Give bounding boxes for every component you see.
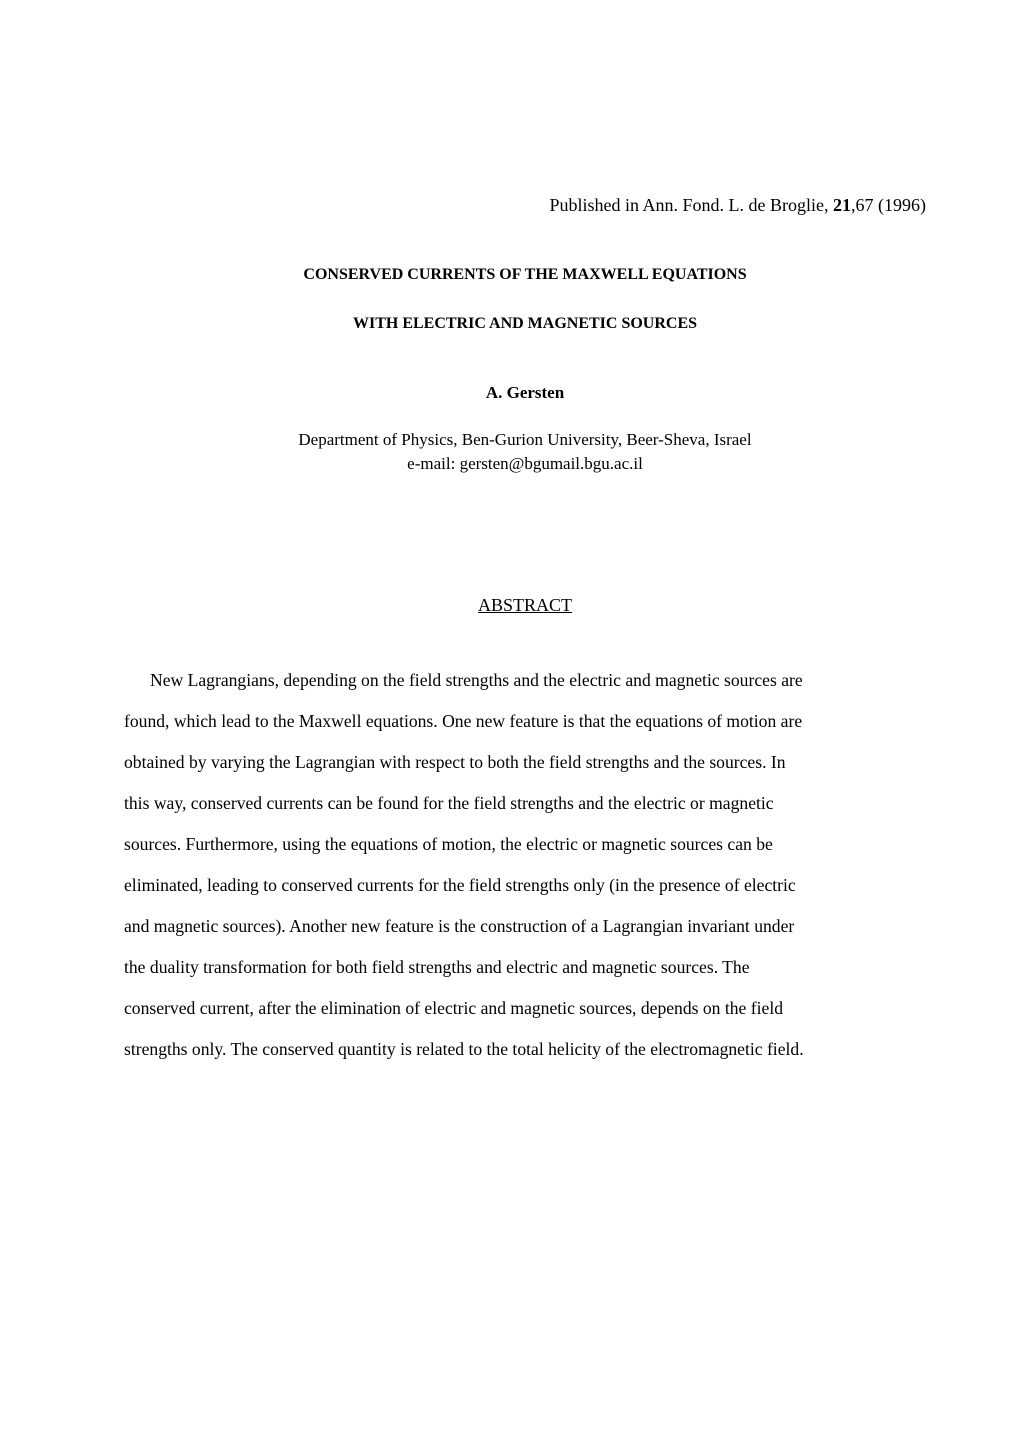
abstract-line: sources. Furthermore, using the equations of motion, the electric or magnetic sources can be: [124, 834, 773, 854]
publication-prefix: Published in Ann. Fond. L. de Broglie,: [549, 195, 833, 215]
abstract-line: eliminated, leading to conserved currents for the field strengths only (in the presence of electric: [124, 875, 796, 895]
publication-suffix: ,67 (1996): [851, 195, 926, 215]
abstract-line: and magnetic sources). Another new feature is the construction of a Lagrangian invariant under: [124, 916, 795, 936]
abstract-line: this way, conserved currents can be found for the field strengths and the electric or magnetic: [124, 793, 774, 813]
abstract-line: obtained by varying the Lagrangian with respect to both the field strengths and the sources. In: [124, 752, 786, 772]
author-name: A. Gersten: [485, 383, 565, 402]
abstract-line: the duality transformation for both field strengths and electric and magnetic sources. The: [124, 957, 750, 977]
abstract-heading: ABSTRACT: [477, 595, 573, 615]
publication-volume: 21: [833, 195, 851, 215]
paper-title-line-2: WITH ELECTRIC AND MAGNETIC SOURCES: [352, 315, 698, 332]
abstract-line: found, which lead to the Maxwell equations. One new feature is that the equations of motion are: [124, 711, 803, 731]
abstract-line: conserved current, after the elimination of electric and magnetic sources, depends on the field: [124, 998, 784, 1018]
abstract-line: strengths only. The conserved quantity is related to the total helicity of the electromagnetic field.: [124, 1039, 804, 1059]
author-email: e-mail: gersten@bgumail.bgu.ac.il: [407, 454, 643, 473]
paper-title-line-1: CONSERVED CURRENTS OF THE MAXWELL EQUATIONS: [303, 266, 747, 283]
abstract-body: [124, 660, 934, 1070]
publication-reference: [550, 193, 927, 217]
abstract-line: New Lagrangians, depending on the field strengths and the electric and magnetic sources are: [150, 670, 803, 690]
author-affiliation: Department of Physics, Ben-Gurion University, Beer-Sheva, Israel: [298, 430, 752, 449]
